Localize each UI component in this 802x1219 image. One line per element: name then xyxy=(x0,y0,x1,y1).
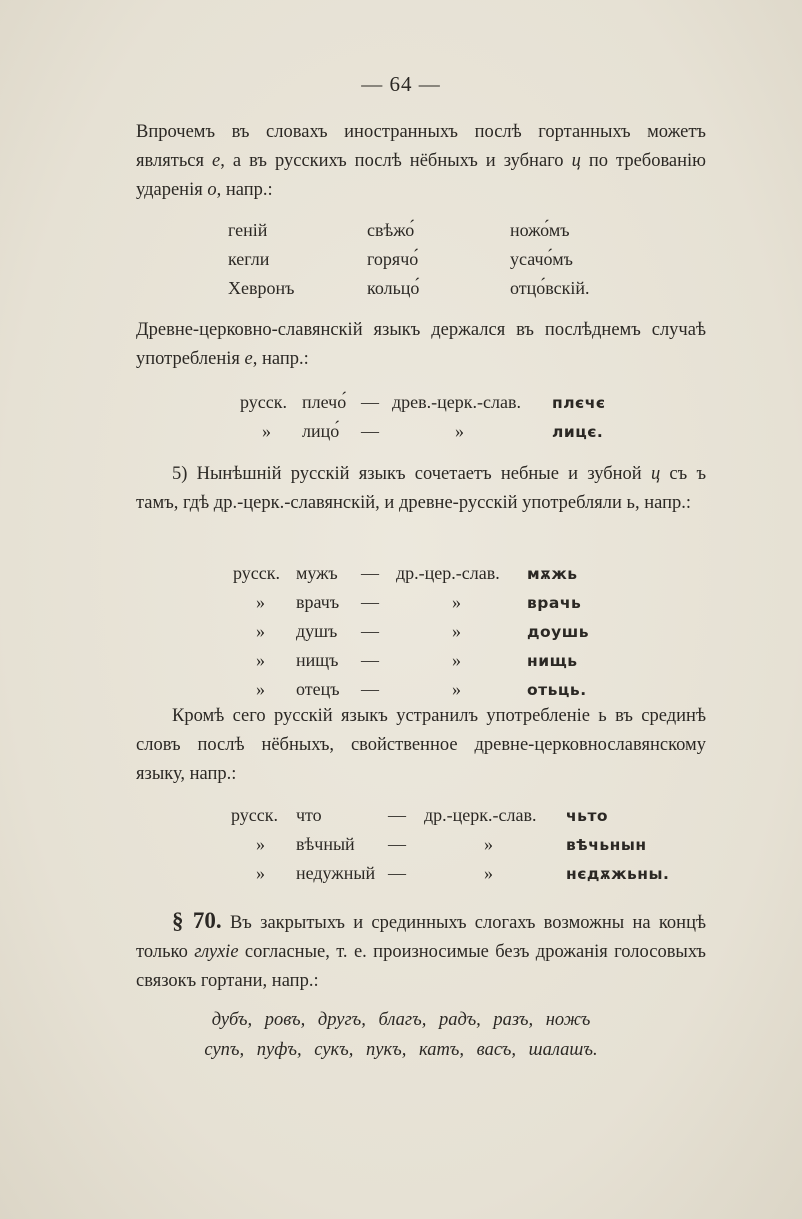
paragraph-soft-sign: Кромѣ сего русскій языкъ устранилъ употребленіе ь въ срединѣ словъ послѣ нёбныхъ, свойственное древне-церковнославянскому языку, напр.: xyxy=(136,706,706,784)
col-slavonic-label: » xyxy=(484,834,493,854)
word: горячо́ xyxy=(367,249,419,269)
p1-italic-o: о xyxy=(207,180,217,200)
p1-text-4: , напр.: xyxy=(216,180,273,200)
p2-text-2: , напр.: xyxy=(252,349,309,369)
col-slavonic-word: лицє. xyxy=(552,423,604,441)
col-russian-word: лицо́ xyxy=(302,421,340,441)
col-dash: — xyxy=(361,621,379,641)
col-slavonic-word: мѫжь xyxy=(527,565,578,583)
col-russian-label: » xyxy=(256,621,265,641)
col-slavonic-label: древ.-церк.-слав. xyxy=(392,392,521,412)
col-russian-label: » xyxy=(262,421,271,441)
paragraph-foreign-words xyxy=(136,118,706,205)
col-dash: — xyxy=(388,805,406,825)
p5-text-1: Въ закрытыхъ и срединныхъ слогахъ возможны на концѣ только xyxy=(136,913,707,962)
word: кольцо́ xyxy=(367,278,420,298)
col-russian-label: русск. xyxy=(240,392,287,412)
col-russian-word: плечо́ xyxy=(302,392,347,412)
col-slavonic-label: » xyxy=(452,650,461,670)
col-russian-word: мужъ xyxy=(296,563,338,583)
p1-text-3: по требованію ударенія xyxy=(136,151,707,200)
col-slavonic-label: др.-церк.-слав. xyxy=(424,805,537,825)
col-slavonic-label: » xyxy=(455,421,464,441)
p3-text-1: 5) Нынѣшній русскій языкъ сочетаетъ небные и зубной xyxy=(172,464,651,484)
word: геній xyxy=(228,220,268,240)
word: отцо́вскій. xyxy=(510,278,590,298)
paragraph-point-5 xyxy=(136,460,706,518)
col-slavonic-label: » xyxy=(452,679,461,699)
col-slavonic-label: » xyxy=(452,592,461,612)
p1-text-1: Впрочемъ въ словахъ иностранныхъ послѣ гортанныхъ можетъ являться xyxy=(136,122,706,171)
p5-italic-glukhie: глухіе xyxy=(194,942,239,962)
col-slavonic-word: плєчє xyxy=(552,394,606,412)
col-russian-word: вѣчный xyxy=(296,834,355,854)
col-russian-word: нищъ xyxy=(296,650,339,670)
word: ножо́мъ xyxy=(510,220,570,240)
col-slavonic-word: доушь xyxy=(527,623,590,641)
p1-italic-e: е xyxy=(212,151,221,171)
col-slavonic-word: вѣчьнын xyxy=(566,836,647,854)
paragraph-section-70 xyxy=(136,906,706,996)
col-russian-label: » xyxy=(256,834,265,854)
col-dash: — xyxy=(361,650,379,670)
col-dash: — xyxy=(361,392,379,412)
examples-line-1: дубъ, ровъ, другъ, благъ, радъ, разъ, ножъ xyxy=(211,1010,591,1030)
col-russian-label: » xyxy=(256,650,265,670)
word: Хевронъ xyxy=(228,278,295,298)
col-russian-label: » xyxy=(256,863,265,883)
col-russian-label: русск. xyxy=(233,563,280,583)
p3-text-2: съ ъ тамъ, гдѣ др.-церк.-славянскій, и древне-русскій употребляли ь, напр.: xyxy=(136,464,707,513)
col-dash: — xyxy=(361,563,379,583)
col-dash: — xyxy=(361,592,379,612)
p5-text-2: согласные, т. е. произносимые безъ дрожанія голосовыхъ связокъ гортани, напр.: xyxy=(136,942,706,991)
col-russian-word: недужный xyxy=(296,863,376,883)
col-russian-word: отецъ xyxy=(296,679,340,699)
col-slavonic-word: нищь xyxy=(527,652,578,670)
col-dash: — xyxy=(388,834,406,854)
col-russian-label: » xyxy=(256,679,265,699)
col-dash: — xyxy=(388,863,406,883)
paragraph-church-slavonic xyxy=(136,316,706,374)
col-slavonic-word: чьто xyxy=(566,807,609,825)
p2-text-1: Древне-церковно-славянскій языкъ держался въ послѣднемъ случаѣ употребленія xyxy=(136,320,706,369)
col-slavonic-word: отьць. xyxy=(527,681,587,699)
col-slavonic-label: » xyxy=(484,863,493,883)
p3-italic-c: ц xyxy=(650,464,661,484)
col-slavonic-word: нєдѫжьны. xyxy=(566,865,670,883)
examples-line-2: супъ, пуфъ, сукъ, пукъ, катъ, васъ, шалашъ. xyxy=(204,1040,598,1060)
col-dash: — xyxy=(361,421,379,441)
word: кегли xyxy=(228,249,270,269)
p1-text-2: , а въ русскихъ послѣ нёбныхъ и зубнаго xyxy=(220,151,572,171)
col-russian-word: душъ xyxy=(296,621,338,641)
p1-italic-c: ц xyxy=(571,151,581,171)
page-number: — 64 — xyxy=(361,72,441,96)
col-russian-label: » xyxy=(256,592,265,612)
col-russian-label: русск. xyxy=(231,805,278,825)
p2-italic-e: е xyxy=(244,349,253,369)
col-russian-word: врачъ xyxy=(296,592,340,612)
col-russian-word: что xyxy=(296,805,322,825)
word: усачо́мъ xyxy=(510,249,573,269)
word: свѣжо́ xyxy=(367,220,415,240)
section-number: § 70. xyxy=(172,908,222,933)
col-dash: — xyxy=(361,679,379,699)
col-slavonic-word: врачь xyxy=(527,594,582,612)
col-slavonic-label: др.-цер.-слав. xyxy=(396,563,500,583)
col-slavonic-label: » xyxy=(452,621,461,641)
